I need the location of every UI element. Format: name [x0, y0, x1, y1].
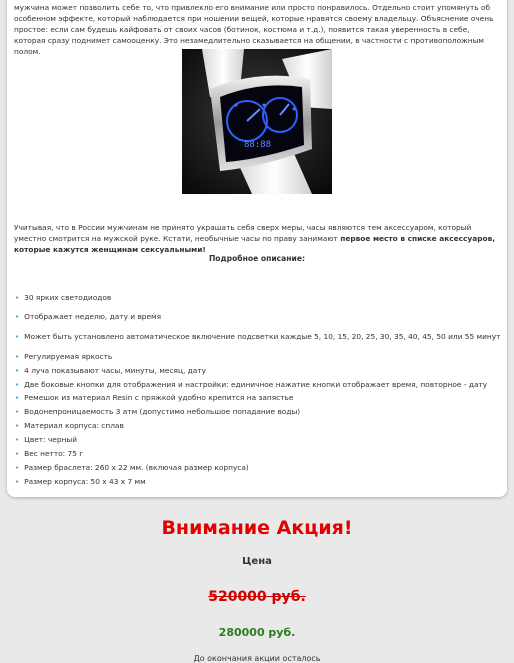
bullet-icon: • — [15, 422, 20, 430]
accessory-paragraph-text: Учитывая, что в России мужчинам не принято украшать себя сверх меры, часы являются тем аксессуаром, который уместно смотрится на мужской руке. Кстати, необычные часы по праву занимают — [14, 223, 472, 243]
price-label: Цена — [242, 556, 272, 567]
feature-text: 30 ярких светодиодов — [24, 293, 112, 302]
watch-illustration — [182, 49, 332, 194]
intro-paragraph: мужчина может позволить себе то, что привлекло его внимание или просто понравилось. Отдельно стоит упомянуть об особенном эффекте, который наблюдается при ношении вещей, которые нравятся своему владельцу. Объяснение очень простое: если сам будешь кайфовать от своих часов (ботинок, костюма и т.д.), появится такая уверенность в себе, которая сразу поднимет самооценку. Это незамедлительно сказывается на общении, в частности с противоположным полом. — [14, 3, 494, 56]
bullet-icon: • — [15, 408, 20, 416]
feature-text: Материал корпуса: сплав — [24, 421, 124, 430]
bullet-icon: • — [15, 313, 20, 321]
feature-item — [15, 380, 487, 390]
bullet-icon: • — [15, 450, 20, 458]
new-price: 280000 руб. — [218, 626, 296, 639]
bullet-icon: • — [15, 367, 20, 375]
bullet-icon: • — [15, 478, 20, 486]
accessory-paragraph — [14, 222, 500, 255]
feature-text: 4 луча показывают часы, минуты, месяц, дату — [24, 366, 207, 375]
detail-heading: Подробное описание: — [208, 254, 306, 263]
old-price: 520000 руб. — [208, 589, 306, 605]
feature-item — [15, 352, 112, 362]
feature-item — [15, 477, 146, 487]
bullet-icon: • — [15, 436, 20, 444]
bullet-icon: • — [15, 333, 20, 341]
feature-text: Отображает неделю, дату и время — [24, 312, 162, 321]
accessory-paragraph-bold: первое место в списке аксессуаров, которые кажутся женщинам сексуальными! — [14, 234, 496, 254]
feature-text: Цвет: черный — [24, 435, 78, 444]
promo-title: Внимание Акция! — [161, 517, 353, 539]
feature-item — [15, 449, 83, 459]
feature-text: Ремешок из материал Resin с пряжкой удобно крепится на запястье — [24, 393, 294, 402]
feature-item — [15, 366, 206, 376]
feature-item — [15, 435, 77, 445]
feature-item — [15, 393, 293, 403]
feature-text: Может быть установлено автоматическое включение подсветки каждые 5, 10, 15, 20, 25, 30, 35, 40, 45, 50 или 55 минут — [24, 332, 501, 341]
feature-text: Водонепроницаемость 3 атм (допустимо небольшое попадание воды) — [24, 407, 301, 416]
feature-text: Размер корпуса: 50 x 43 x 7 мм — [24, 477, 146, 486]
feature-text: Регулируемая яркость — [24, 352, 113, 361]
feature-item — [15, 332, 500, 342]
feature-text: Две боковые кнопки для отображения и настройки: единичное нажатие кнопки отображает время, повторное - дату — [24, 380, 488, 389]
bullet-icon: • — [15, 394, 20, 402]
feature-item — [15, 463, 249, 473]
bullet-icon: • — [15, 464, 20, 472]
countdown-label: До окончания акции осталось — [193, 654, 321, 663]
watch-digits: 88:88 — [244, 140, 272, 150]
watch-image — [182, 49, 332, 194]
bullet-icon: • — [15, 294, 20, 302]
feature-item — [15, 293, 111, 303]
feature-text: Размер браслета: 260 x 22 мм. (включая размер корпуса) — [24, 463, 249, 472]
bullet-icon: • — [15, 381, 20, 389]
feature-item — [15, 312, 161, 322]
content-card — [7, 0, 507, 497]
feature-item — [15, 407, 300, 417]
bullet-icon: • — [15, 353, 20, 361]
feature-item — [15, 421, 124, 431]
feature-text: Вес нетто: 75 г — [24, 449, 84, 458]
